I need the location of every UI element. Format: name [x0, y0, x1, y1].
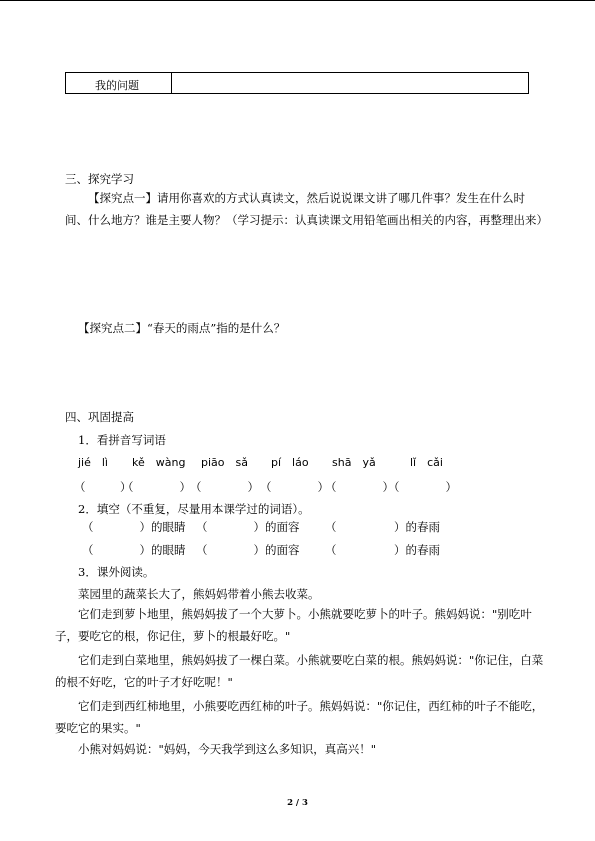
reading-paragraph: 它们走到萝卜地里，熊妈妈拔了一个大萝卜。小熊就要吃萝卜的叶子。熊妈妈说："别吃叶子，要吃它的根，你记住，萝卜的根最好吃。" — [55, 607, 532, 643]
explore-point-1: 【探究点一】请用你喜欢的方式认真读文，然后说说课文讲了哪几件事？发生在什么时间、什么地方？谁是主要人物？（学习提示：认真读课文用铅笔画出相关的内容，再整理出来） — [65, 191, 548, 227]
blank-3[interactable]: （ ） — [190, 480, 259, 494]
reading-paragraph: 小熊对妈妈说："妈妈，今天我学到这么多知识，真高兴！" — [78, 742, 377, 756]
fill-row1-face[interactable]: （ ）的面容 — [196, 520, 300, 534]
blank-5[interactable]: （ ） — [325, 480, 394, 494]
blank-6[interactable]: （ ） — [388, 480, 457, 494]
pinyin-1: jié lì — [78, 456, 108, 469]
fill-row2-face[interactable]: （ ）的面容 — [196, 543, 300, 557]
fill-row2-rain[interactable]: （ ）的春雨 — [325, 543, 440, 557]
explore-point-2: 【探究点二】“春天的雨点”指的是什么？ — [78, 321, 286, 335]
top-rule — [0, 0, 595, 1]
reading-paragraph: 它们走到西红柿地里，小熊要吃西红柿的叶子。熊妈妈说："你记住，西红柿的叶子不能吃，要吃它的果实。" — [55, 699, 544, 735]
q1-title: 1．看拼音写词语 — [78, 433, 166, 447]
table-label: 我的问题 — [95, 79, 139, 92]
table-answer-cell[interactable] — [172, 73, 528, 93]
pinyin-5: shā yǎ — [332, 456, 376, 469]
my-questions-table — [65, 72, 529, 94]
blank-2[interactable]: （ ） — [122, 480, 191, 494]
blank-1[interactable]: （ ） — [74, 480, 132, 494]
reading-paragraph: 它们走到白菜地里，熊妈妈拔了一棵白菜。小熊就要吃白菜的根。熊妈妈说："你记住，白菜的根不好吃，它的叶子才好吃呢！" — [55, 653, 544, 689]
q3-title: 3．课外阅读。 — [78, 565, 155, 579]
section3-heading: 三、探究学习 — [65, 172, 134, 186]
reading-paragraph: 菜园里的蔬菜长大了，熊妈妈带着小熊去收菜。 — [78, 587, 320, 601]
pinyin-6: lǐ cǎi — [410, 456, 443, 469]
blank-4[interactable]: （ ） — [260, 480, 329, 494]
table-label-cell — [66, 73, 172, 93]
pinyin-4: pí láo — [271, 456, 309, 469]
fill-row1-rain[interactable]: （ ）的春雨 — [325, 520, 440, 534]
pinyin-3: piāo sǎ — [201, 456, 248, 469]
pinyin-2: kě wàng — [132, 456, 186, 469]
fill-row2-eyes[interactable]: （ ）的眼睛 — [82, 543, 186, 557]
page-number: 2 / 3 — [287, 798, 308, 808]
q2-title: 2．填空（不重复，尽量用本课学过的词语）。 — [78, 502, 310, 516]
section4-heading: 四、巩固提高 — [65, 410, 134, 424]
fill-row1-eyes[interactable]: （ ）的眼睛 — [82, 520, 186, 534]
